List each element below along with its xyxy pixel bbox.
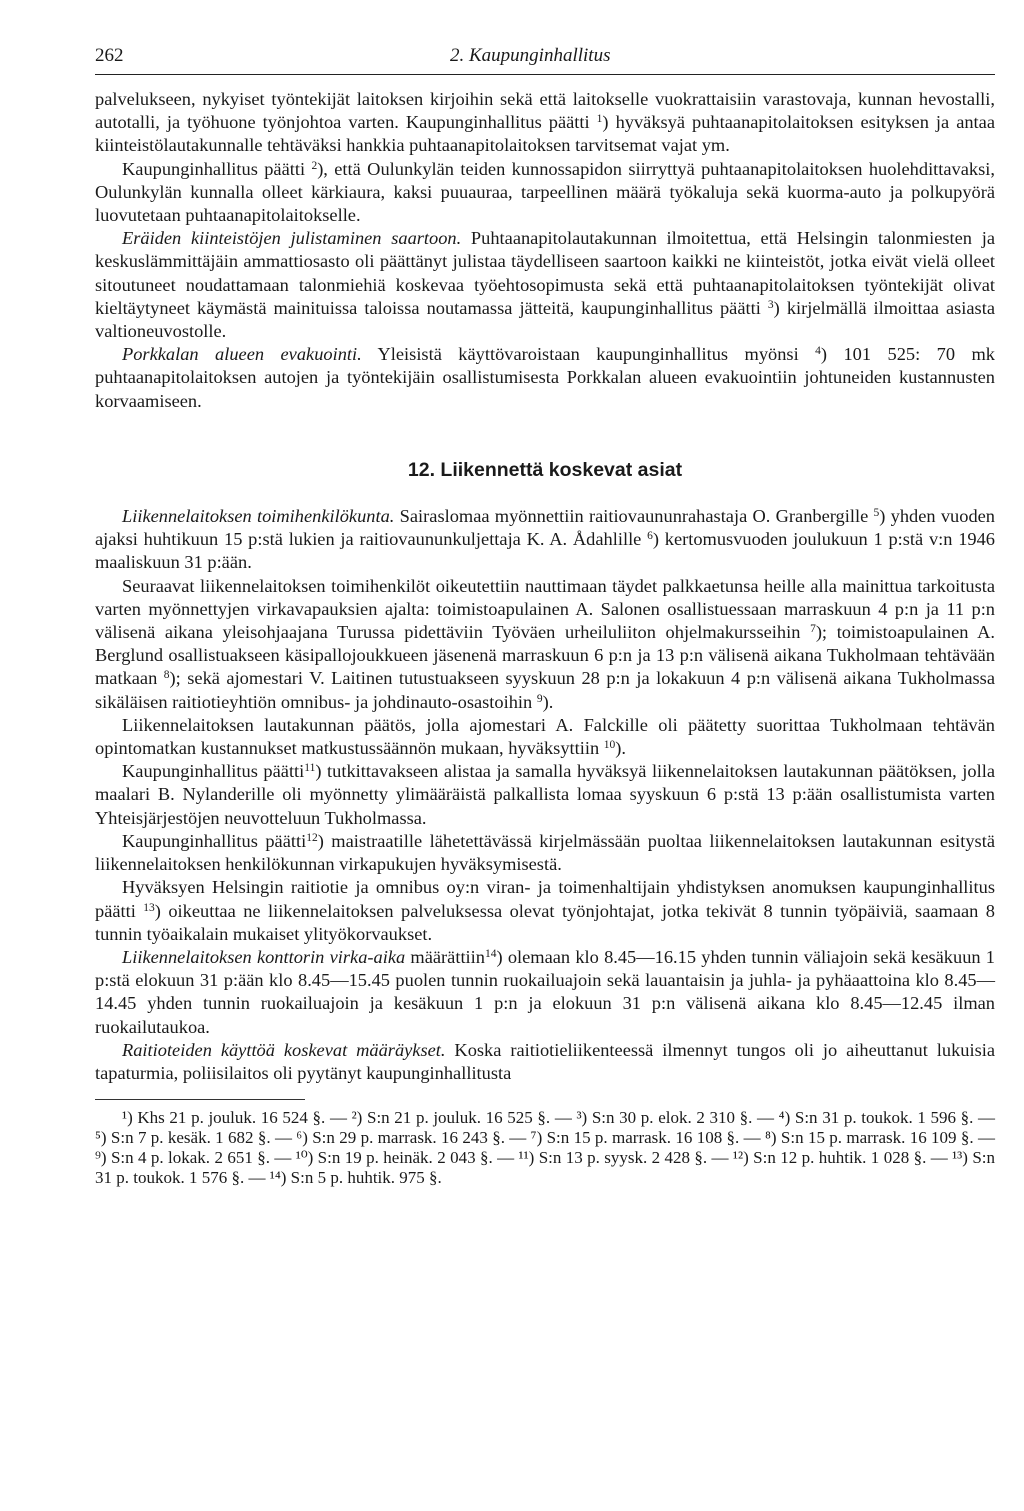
footnote-ref: 12 bbox=[306, 831, 318, 844]
section-title: 12. Liikennettä koskevat asiat bbox=[407, 458, 683, 481]
footnote-ref: 7 bbox=[810, 623, 816, 636]
paragraph-heading: Liikennelaitoksen konttorin virka-aika bbox=[122, 946, 406, 967]
document-page bbox=[95, 40, 995, 1188]
footnote-ref: 3 bbox=[767, 298, 774, 311]
paragraph: Seuraavat liikennelaitoksen toimihenkilöt oikeutettiin nauttimaan täydet palkkaetunsa heille alla mainittua tarkoitusta varten myönnettyjen virkavapauksien ajalta: toimistoapulainen A. Salonen osallistuessaan marraskuun 4 p:n ja 11 p:n välisenä aikana yleisohjaajana Turussa pidettäviin Työväen urheiluliiton ohjelmakursseihin $^7$); toimistoapulainen A. Berglund osallistuakseen käsipallojoukkueen jäsenenä marraskuun 6 p:n ja 13 p:n välisenä aikana Tukholmaan tehtävään matkaan $^8$); sekä ajomestari V. Laitinen tutustuakseen syyskuun 28 p:n ja lokakuun 4 p:n välisenä aikana Tukholmassa sikäläisen raitiotieyhtiön omnibus- ja johdinauto-osastoihin $^9$). bbox=[95, 575, 995, 712]
paragraph-heading: Porkkalan alueen evakuointi. bbox=[122, 344, 362, 365]
footnote-ref: 5 bbox=[873, 507, 880, 520]
paragraph-heading: Raitioteiden käyttöä koskevat määräykset. bbox=[122, 1039, 446, 1060]
footnote-ref: 8 bbox=[163, 669, 170, 682]
paragraph: Liikennelaitoksen konttorin virka-aika määrättiin$^{14}$) olemaan klo 8.45—16.15 yhden tunnin väliajoin sekä kesäkuun 1 p:stä elokuun 31 p:ään klo 8.45—15.45 puolen tunnin ruokailuajoin sekä lauantaisin ja juhla- ja pyhäaattoina klo 8.45—14.45 yhden tunnin ruokailuajoin ja kesäkuun 1 p:n ja elokuun 31 p:n välisenä aikana klo 8.45—12.45 ilman ruokailutaukoa. bbox=[95, 946, 996, 1037]
footnote-ref: 4 bbox=[815, 345, 821, 358]
running-title: 2. Kaupunginhallitus bbox=[450, 45, 611, 66]
footnote-text: ¹) Khs 21 p. jouluk. 16 524 §. — ²) S:n 21 p. jouluk. 16 525 §. — ³) S:n 30 p. elok. 2 310 §. — ⁴) S:n 31 p. toukok. 1 596 §. — ⁵) S:n 7 p. kesäk. 1 682 §. — ⁶) S:n 29 p. marrask. 16 243 §. — ⁷) S:n 15 p. marrask. 16 108 §. — ⁸) S:n 15 p. marrask. 16 109 §. — ⁹) S:n 4 p. lokak. 2 651 §. — ¹⁰) S:n 19 p. heinäk. 2 043 §. — ¹¹) S:n 13 p. syysk. 2 428 §. — ¹²) S:n 12 p. huhtik. 1 028 §. — ¹³) S:n 31 p. toukok. 1 576 §. — ¹⁴) S:n 5 p. huhtik. 975 §. bbox=[95, 1108, 995, 1188]
footnote-ref: 6 bbox=[647, 530, 653, 543]
paragraph: Eräiden kiinteistöjen julistaminen saartoon. Puhtaanapitolautakunnan ilmoitettua, että Helsingin talonmiesten ja keskuslämmittäjäin ammattiosasto oli päättänyt julistaa täydelliseen saartoon kaikki ne kiinteistöt, jotka eivät vielä olleet sitoutuneet noudattamaan talonmiehiä koskevaa työehtosopimusta sekä että puhtaanapitolaitoksen työntekijät olivat kieltäytyneet käymästä mainituissa taloissa noutamassa jätteitä, kaupunginhallitus päätti $^3$) kirjelmällä ilmoittaa asiasta valtioneuvostolle. bbox=[95, 228, 995, 342]
footnote-ref: 9 bbox=[536, 692, 543, 705]
paragraph: Kaupunginhallitus päätti$^{12}$) maistraatille lähetettävässä kirjelmässään puoltaa liikennelaitoksen lautakunnan esitystä liikennelaitoksen henkilökunnan virkapukujen hyväksymisestä. bbox=[95, 830, 995, 875]
footnote-divider bbox=[95, 1099, 305, 1100]
page-header bbox=[95, 40, 995, 75]
paragraph-heading: Eräiden kiinteistöjen julistaminen saartoon. bbox=[122, 228, 462, 249]
footnote-ref: 1 bbox=[596, 113, 603, 126]
page-number: 262 bbox=[95, 45, 124, 66]
paragraph: Liikennelaitoksen toimihenkilökunta. Sairaslomaa myönnettiin raitiovaununrahastaja O. Granbergille $^5$) yhden vuoden ajaksi huhtikuun 15 p:stä lukien ja raitiovaununkuljettaja K. A. Ådahlille $^6$) kertomusvuoden joulukuun 1 p:stä v:n 1946 maaliskuun 31 p:ään. bbox=[95, 506, 996, 573]
footnotes bbox=[95, 1108, 995, 1188]
body-text bbox=[95, 88, 995, 1085]
paragraph: palvelukseen, nykyiset työntekijät laitoksen kirjoihin sekä että laitokselle vuokrattaisiin varastovaja, kunnan hevostalli, autotalli, ja työhuone työnjohtoa varten. Kaupunginhallitus päätti $^1$) hyväksyä puhtaanapitolaitoksen esityksen ja antaa kiinteistölautakunnalle tehtäväksi hankkia puhtaanapitolaitoksen tarvitsemat vajat ym. bbox=[95, 89, 995, 156]
footnote-ref: 2 bbox=[311, 159, 318, 172]
footnote-ref: 10 bbox=[603, 739, 616, 752]
footnote-ref: 11 bbox=[304, 762, 316, 775]
paragraph: Porkkalan alueen evakuointi. Yleisistä käyttövaroistaan kaupunginhallitus myönsi $^4$) 101 525: 70 mk puhtaanapitolaitoksen autojen ja työntekijäin osallistumisesta Porkkalan alueen evakuointiin johtuneiden kustannusten korvaamiseen. bbox=[95, 344, 995, 411]
paragraph: Kaupunginhallitus päätti$^{11}$) tutkittavakseen alistaa ja samalla hyväksyä liikennelaitoksen lautakunnan päätöksen, jolla maalari B. Nylanderille oli myönnetty ylimääräistä palkallista lomaa syyskuun 6 p:stä 13 p:ään osallistumista varten Yhteisjärjestöjen neuvotteluun Tukholmassa. bbox=[95, 761, 995, 828]
paragraph: Raitioteiden käyttöä koskevat määräykset. Koska raitiotieliikenteessä ilmennyt tungos oli jo aiheuttanut lukuisia tapaturmia, poliisilaitos oli pyytänyt kaupunginhallitusta bbox=[95, 1039, 995, 1083]
paragraph-heading: Liikennelaitoksen toimihenkilökunta. bbox=[122, 506, 395, 527]
paragraph: Kaupunginhallitus päätti $^2$), että Oulunkylän teiden kunnossapidon siirryttyä puhtaanapitolaitoksen huolehdittavaksi, Oulunkylän kunnalla olleet kärkiaura, kaksi puuauraa, tarpeellinen määrä työkaluja sekä kuorma-auto ja polkupyörä luovutetaan puhtaanapitolaitokselle. bbox=[95, 158, 995, 226]
paragraph: Hyväksyen Helsingin raitiotie ja omnibus oy:n viran- ja toimenhaltijain yhdistyksen anomuksen kaupunginhallitus päätti $^{13}$) oikeuttaa ne liikennelaitoksen palveluksessa olevat työnjohtajat, jotka tekivät 8 tunnin työpäiviä, saamaan 8 tunnin työaikalain mukaiset ylityökorvaukset. bbox=[95, 877, 995, 944]
footnote-ref: 14 bbox=[484, 947, 497, 960]
paragraph: Liikennelaitoksen lautakunnan päätös, jolla ajomestari A. Falckille oli päätetty suorittaa Tukholmaan tehtävän opintomatkan kustannukset matkustussäännön mukaan, hyväksyttiin $^{10}$). bbox=[95, 714, 995, 759]
footnote-ref: 13 bbox=[143, 901, 155, 914]
